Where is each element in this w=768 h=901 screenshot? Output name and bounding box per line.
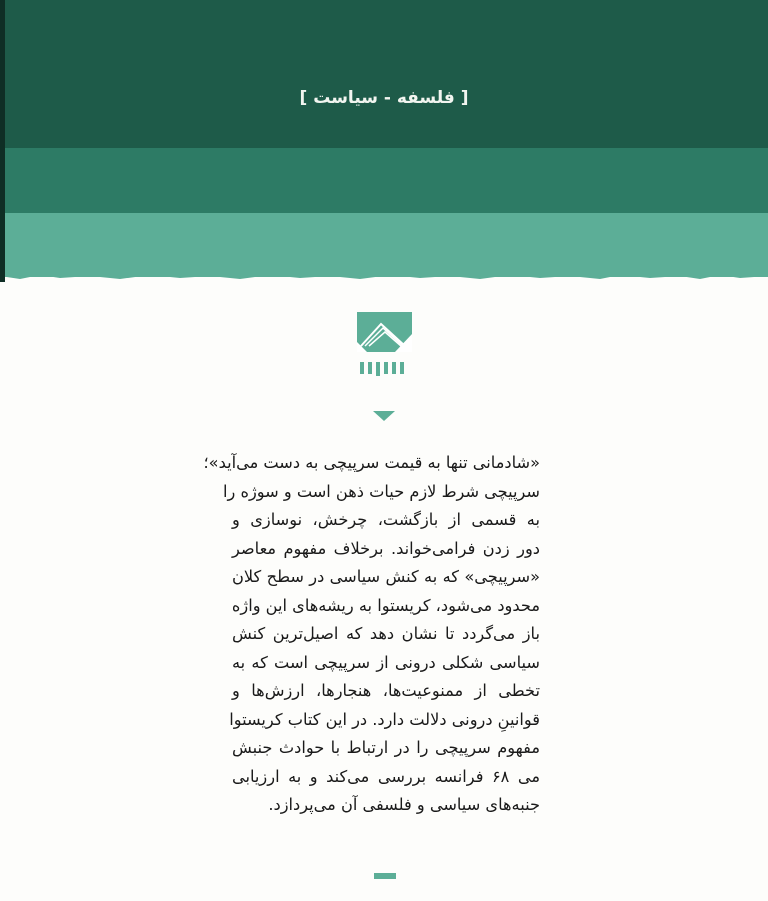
blurb-line: مفهوم سرپیچی را در ارتباط با حوادث جنبش — [232, 738, 540, 757]
blurb-line: باز می‌گردد تا نشان دهد که اصیل‌ترین کنش — [232, 624, 540, 643]
blurb-line: دور زدن فرامی‌خواند. برخلاف مفهوم معاصر — [232, 538, 540, 558]
blurb-line: «سرپیچی» که به کنش سیاسی در سطح کلان — [232, 567, 540, 586]
publisher-logo-icon — [357, 312, 412, 382]
category-label: [ فلسفه - سیاست ] — [299, 88, 469, 108]
blurb-line: به قسمی از بازگشت، چرخش، نوسازی و — [232, 510, 540, 529]
torn-edge — [0, 270, 768, 282]
down-triangle-icon — [373, 411, 395, 421]
blurb-line: سیاسی شکلی درونی از سرپیچی است که به — [232, 652, 540, 672]
blurb-line: محدود می‌شود، کریستوا به ریشه‌های این واژه — [231, 595, 540, 615]
blurb-line: جنبه‌های سیاسی و فلسفی آن می‌پردازد. — [268, 795, 540, 814]
blurb-line: سرپیچی شرط لازم حیات ذهن است و سوژه را — [223, 481, 540, 501]
blurb-line: قوانینِ درونی دلالت دارد. در این کتاب کریستوا — [229, 709, 540, 729]
spine-edge — [0, 0, 5, 282]
back-cover-blurb — [203, 449, 540, 820]
dark-band — [0, 0, 768, 148]
blurb-line: «شادمانی تنها به قیمت سرپیچی به دست می‌آید»؛ — [203, 453, 540, 472]
blurb-line: می ۶۸ فرانسه بررسی می‌کند و به ارزیابی — [232, 766, 540, 786]
light-band — [0, 213, 768, 277]
mid-band — [0, 148, 768, 213]
bottom-ornament — [374, 873, 396, 879]
blurb-line: تخطی از ممنوعیت‌ها، هنجارها، ارزش‌ها و — [232, 681, 540, 700]
